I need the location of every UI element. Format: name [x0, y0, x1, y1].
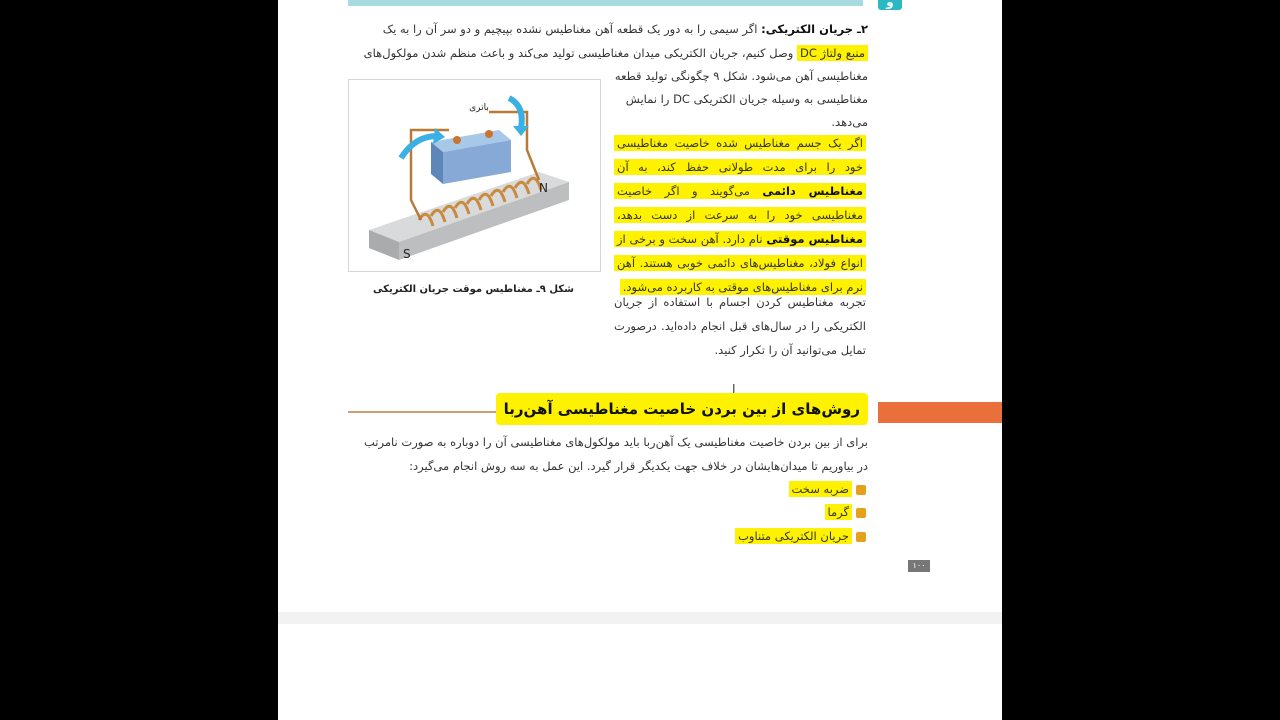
- paragraph3: تجربه مغناطیس کردن اجسام با استفاده از جریان الکتریکی را در سال‌های قبل انجام داده‌اید. درصورت تمایل می‌توانید آن را تکرار کنید.: [614, 295, 866, 357]
- method-label: ضربه سخت: [789, 481, 852, 497]
- section-accent-bar: [878, 402, 1002, 423]
- paragraph4-line1: برای از بین بردن خاصیت مغناطیسی یک آهن‌ربا باید مولکول‌های مغناطیسی آن را دوباره به صورت نامرتب: [364, 435, 868, 449]
- page-bottom-strip: [278, 612, 1002, 624]
- battery-terminal-positive: [485, 130, 493, 138]
- paragraph1-line1: [348, 18, 868, 40]
- paragraph1-line1-text: اگر سیمی را به دور یک قطعه آهن مغناطیس نشده بپیچیم و دو سر آن را به یک: [382, 22, 758, 36]
- method-item-3: [735, 525, 866, 547]
- electromagnet-illustration: [349, 80, 600, 271]
- pole-s-label: S: [403, 247, 411, 261]
- battery-label: باتری: [469, 103, 489, 113]
- text-cursor-icon: I: [732, 382, 736, 396]
- paragraph2-part3: نام دارد. آهن سخت و برخی از انواع فولاد، مغناطیس‌های دائمی خوبی هستند. آهن نرم برای مغناطیس‌های موقتی به کاربرده می‌شود.: [617, 232, 863, 294]
- paragraph1-line2: [348, 42, 868, 64]
- method-label: جریان الکتریکی متناوب: [735, 528, 852, 544]
- page-number: ۱۰۰: [908, 560, 930, 572]
- temporary-magnet-term: مغناطیس موقتی: [766, 232, 864, 246]
- top-color-band: [348, 0, 863, 6]
- permanent-magnet-term: مغناطیس دائمی: [762, 184, 864, 198]
- paragraph1-line4: مغناطیسی به وسیله جریان الکتریکی DC را نمایش: [625, 92, 868, 106]
- paragraph1-line3: مغناطیسی آهن می‌شود. شکل ۹ چگونگی تولید قطعه: [614, 69, 868, 83]
- battery-terminal-negative: [453, 136, 461, 144]
- bullet-marker-icon: [856, 508, 866, 518]
- paragraph1-heading: ۲ـ جریان الکتریکی:: [761, 22, 868, 36]
- paragraph2: [614, 131, 866, 299]
- dc-source-highlight: منبع ولتاژ DC: [797, 45, 868, 61]
- paragraph1-line2-text: وصل کنیم، جریان الکتریکی میدان مغناطیسی تولید می‌کند و باعث منظم شدن مولکول‌های: [363, 46, 794, 60]
- bullet-marker-icon: [856, 532, 866, 542]
- bullet-marker-icon: [856, 485, 866, 495]
- method-item-2: [825, 501, 866, 523]
- section-heading: روش‌های از بین بردن خاصیت مغناطیسی آهن‌ربا: [496, 393, 868, 425]
- method-label: گرما: [825, 504, 852, 520]
- paragraph1-line5: می‌دهد.: [831, 115, 868, 129]
- figure-9: [348, 79, 601, 272]
- paragraph2-part1: اگر یک جسم مغناطیس شده خاصیت مغناطیسی خود را برای مدت طولانی حفظ کند، به آن: [617, 136, 863, 174]
- paragraph2-part2: می‌گویند و اگر خاصیت مغناطیسی خود را به سرعت از دست بدهد،: [617, 184, 863, 222]
- pole-n-label: N: [539, 181, 548, 195]
- textbook-page: [278, 0, 1002, 720]
- paragraph4-line2: در بیاوریم تا میدان‌هایشان در خلاف جهت یکدیگر قرار گیرد. این عمل به سه روش انجام می‌گیرد:: [409, 459, 868, 473]
- method-item-1: [789, 478, 866, 500]
- figure-caption: شکل ۹ـ مغناطیس موقت جریان الکتریکی: [373, 284, 574, 295]
- top-badge: و: [878, 0, 902, 10]
